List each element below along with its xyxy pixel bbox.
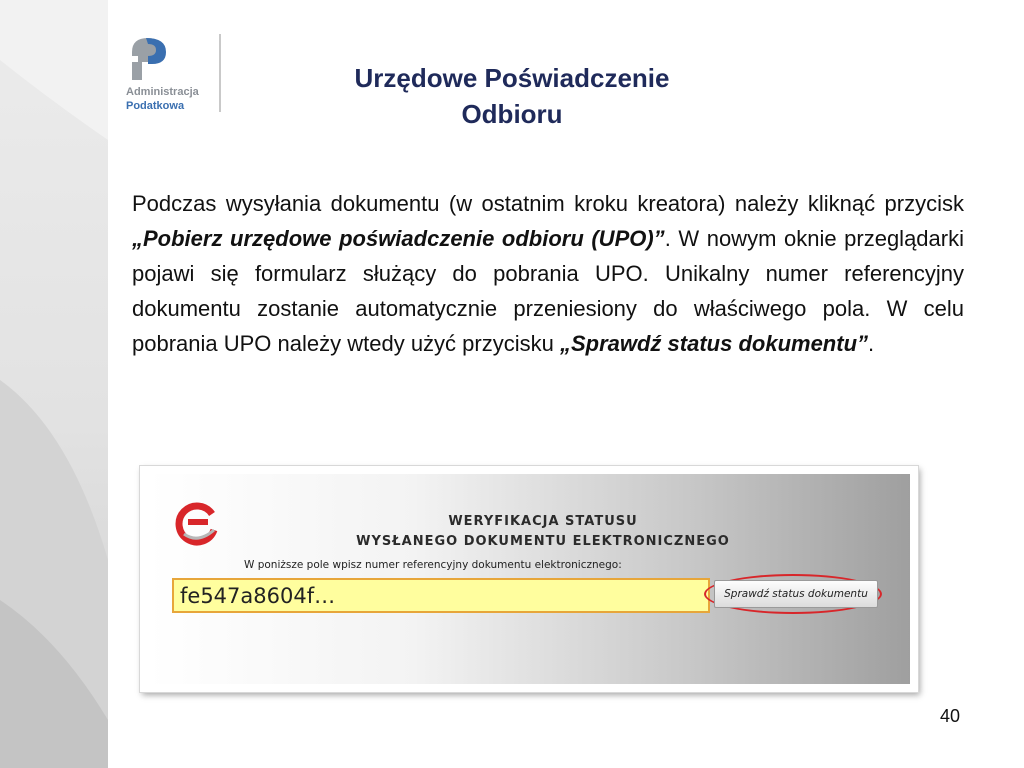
check-status-button[interactable]: Sprawdź status dokumentu <box>714 580 878 608</box>
logo-line-1: Administracja <box>126 86 199 98</box>
slide-title <box>262 60 762 132</box>
body-emphasis-status-button: „Sprawdź status dokumentu” <box>559 331 869 356</box>
logo-ap-icon <box>126 34 170 82</box>
logo-text <box>126 85 199 113</box>
verification-title-line-2: WYSŁANEGO DOKUMENTU ELEKTRONICZNEGO <box>356 534 730 549</box>
logo-divider <box>219 34 221 112</box>
reference-number-input[interactable]: fe547a8604f… <box>172 578 710 613</box>
administracja-podatkowa-logo <box>122 30 232 115</box>
reference-field-hint: W poniższe pole wpisz numer referencyjny dokumentu elektronicznego: <box>244 559 622 571</box>
side-decoration-band <box>0 0 108 768</box>
logo-line-2: Podatkowa <box>126 100 185 112</box>
verification-title <box>298 512 788 552</box>
screenshot-panel <box>148 474 910 684</box>
page-number: 40 <box>940 706 961 726</box>
upo-verification-screenshot <box>140 466 918 692</box>
slide-title-line-2: Odbioru <box>461 99 563 129</box>
slide-title-line-1: Urzędowe Poświadczenie <box>354 63 670 93</box>
body-emphasis-upo-button: „Pobierz urzędowe poświadczenie odbioru (UPO)” <box>132 226 665 251</box>
body-text-2: . W nowym oknie przeglądarki pojawi się formularz służący do pobrania UPO. Unikalny numer referencyjny dokumentu zostanie automatycznie przeniesiony do właściwego pola. W celu pobrania UPO należy wtedy użyć przycisku <box>132 226 964 356</box>
body-text-1: Podczas wysyłania dokumentu (w ostatnim kroku kreatora) należy kliknąć przycisk <box>132 191 964 216</box>
verification-title-line-1: WERYFIKACJA STATUSU <box>448 514 638 529</box>
ministry-emblem-icon <box>174 500 220 546</box>
body-text-3: . <box>868 331 875 356</box>
body-paragraph <box>132 186 964 361</box>
